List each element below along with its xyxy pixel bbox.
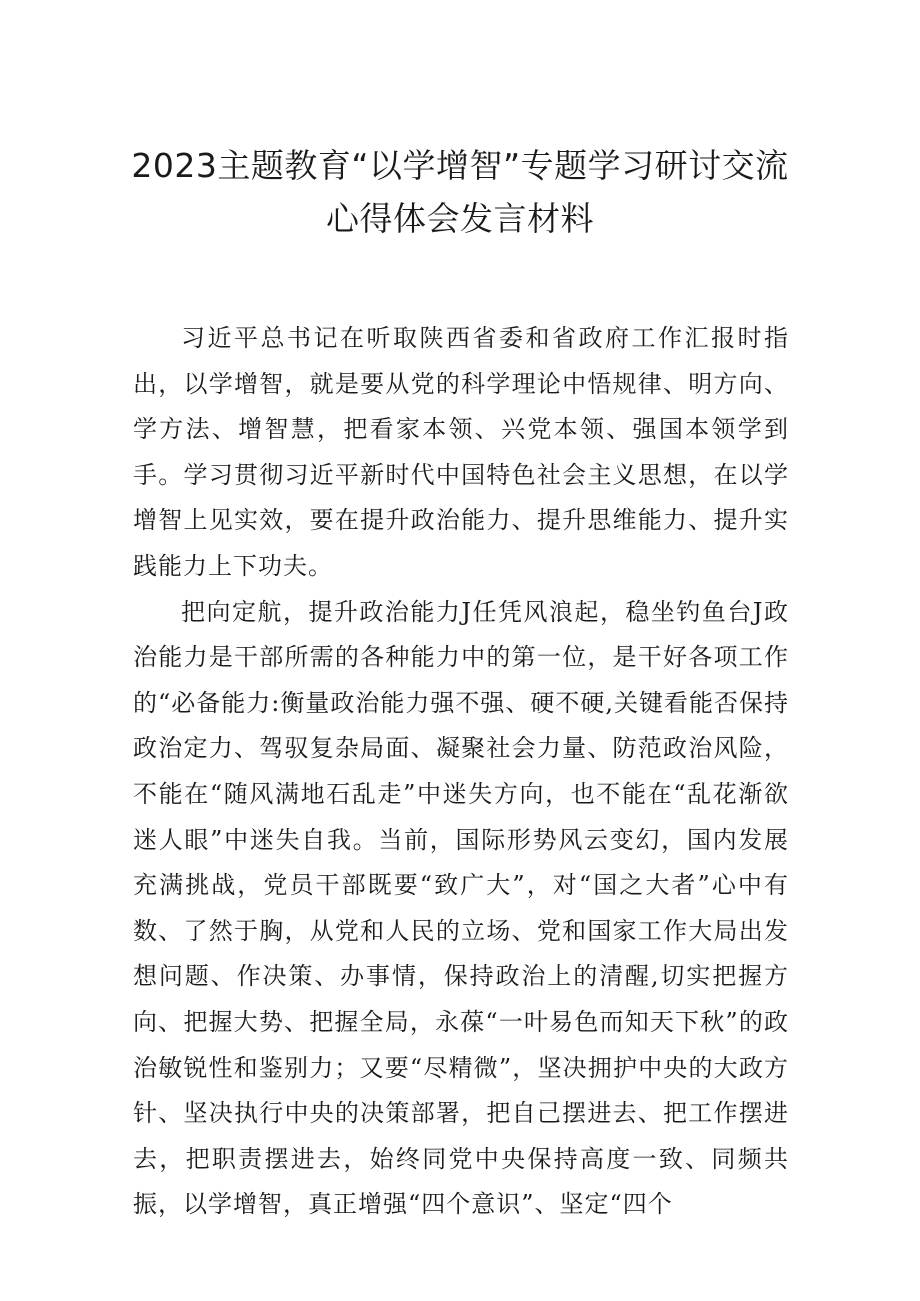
title-line-2: 心得体会发言材料 — [326, 199, 594, 238]
document-body — [133, 316, 789, 1228]
paragraph-2: 把向定航，提升政治能力J任凭风浪起，稳坐钓鱼台J政治能力是干部所需的各种能力中的第一位，是干好各项工作的“必备能力:衡量政治能力强不强、硬不硬,关键看能否保持政治定力、驾驭复杂局面、凝聚社会力量、防范政治风险，不能在“随风满地石乱走”中迷失方向，也不能在“乱花渐欲迷人眼”中迷失自我。当前，国际形势风云变幻，国内发展充满挑战，党员干部既要“致广大”，对“国之大者”心中有数、了然于胸，从党和人民的立场、党和国家工作大局出发想问题、作决策、办事情，保持政治上的清醒,切实把握方向、把握大势、把握全局，永葆“一叶易色而知天下秋”的政治敏锐性和鉴别力；又要“尽精微”，坚决拥护中央的大政方针、坚决执行中央的决策部署，把自己摆进去、把工作摆进去，把职责摆进去，始终同党中央保持高度一致、同频共振，以学增智，真正增强“四个意识”、坚定“四个 — [133, 597, 789, 1219]
paragraph-1: 习近平总书记在听取陕西省委和省政府工作汇报时指出，以学增智，就是要从党的科学理论中悟规律、明方向、学方法、增智慧，把看家本领、兴党本领、强国本领学到手。学习贯彻习近平新时代中国特色社会主义思想，在以学增智上见实效，要在提升政治能力、提升思维能力、提升实践能力上下功夫。 — [133, 324, 789, 580]
title-line-1: 2023主题教育“以学增智”专题学习研讨交流 — [131, 146, 789, 185]
document-title — [100, 139, 820, 245]
